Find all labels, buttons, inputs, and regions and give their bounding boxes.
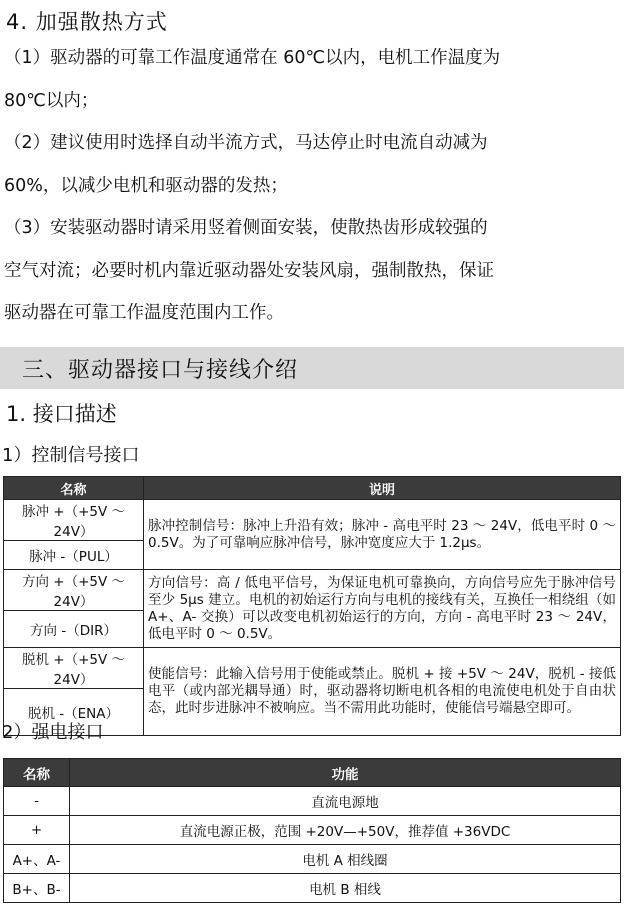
table-row: [4, 787, 621, 816]
paragraph-line: 空气对流；必要时机内靠近驱动器处安装风扇，强制散热，保证: [4, 261, 494, 281]
paragraph-line: 80℃以内；: [4, 91, 99, 111]
terminal-function: 直流电源正极，范围 +20V—+50V，推荐值 +36VDC: [70, 816, 621, 845]
signal-name: 脉冲 +（+5V ～ 24V）: [4, 500, 144, 541]
signal-description: 方向信号：高 / 低电平信号，为保证电机可靠换向，方向信号应先于脉冲信号至少 5μs 建立。电机的初始运行方向与电机的接线有关，互换任一相绕组（如A+、A- 交换）可以改变电机初始运行的方向，方向 - 高电平时 23 ～ 24V，低电平时 0 ～ 0.5V。: [144, 570, 621, 648]
table-row: [4, 500, 621, 541]
signal-description: 脉冲控制信号：脉冲上升沿有效；脉冲 - 高电平时 23 ～ 24V，低电平时 0 ～ 0.5V。为了可靠响应脉冲信号，脉冲宽度应大于 1.2μs。: [144, 500, 621, 570]
paragraph-line: （2）建议使用时选择自动半流方式，马达停止时电流自动减为: [4, 133, 488, 153]
column-header-name: 名称: [4, 759, 70, 787]
terminal-name: B+、B-: [4, 874, 70, 903]
column-header-desc: 说明: [144, 477, 621, 500]
subsection-heading: 1. 接口描述: [6, 402, 117, 426]
paragraph-line: 驱动器在可靠工作温度范围内工作。: [4, 303, 284, 323]
signal-name: 脱机 -（ENA）: [4, 689, 144, 736]
terminal-name: -: [4, 787, 70, 816]
terminal-function: 电机 A 相线圈: [70, 845, 621, 874]
terminal-function: 电机 B 相线: [70, 874, 621, 903]
signal-name: 脱机 +（+5V ～ 24V）: [4, 648, 144, 689]
terminal-function: 直流电源地: [70, 787, 621, 816]
power-heading: 2）强电接口: [2, 722, 104, 743]
signal-name: 方向 +（+5V ～ 24V）: [4, 570, 144, 611]
control-signal-table: [3, 476, 621, 736]
signal-name: 脉冲 -（PUL）: [4, 541, 144, 570]
paragraph-line: （1）驱动器的可靠工作温度通常在 60℃以内，电机工作温度为: [4, 48, 501, 68]
table-row: [4, 570, 621, 611]
column-header-function: 功能: [70, 759, 621, 787]
signal-name: 方向 -（DIR）: [4, 611, 144, 648]
power-table: [3, 758, 621, 903]
table-header-row: [4, 759, 621, 787]
signal-description: 使能信号：此输入信号用于使能或禁止。脱机 + 接 +5V ～ 24V，脱机 - 接低电平（或内部光耦导通）时，驱动器将切断电机各相的电流使电机处于自由状态，此时步进脉冲不被响应。当不需用此功能时，使能信号端悬空即可。: [144, 648, 621, 736]
chapter-banner: [0, 347, 624, 389]
terminal-name: A+、A-: [4, 845, 70, 874]
table-row: [4, 874, 621, 903]
paragraph-line: 60%，以减少电机和驱动器的发热；: [4, 176, 288, 196]
column-header-name: 名称: [4, 477, 144, 500]
chapter-title: 三、驱动器接口与接线介绍: [22, 358, 299, 383]
table-row: [4, 648, 621, 689]
terminal-name: +: [4, 816, 70, 845]
paragraph-line: （3）安装驱动器时请采用竖着侧面安装，使散热齿形成较强的: [4, 218, 488, 238]
table-row: [4, 845, 621, 874]
control-signal-heading: 1）控制信号接口: [2, 445, 140, 466]
section-heading: 4. 加强散热方式: [6, 10, 168, 34]
table-header-row: [4, 477, 621, 500]
table-row: [4, 816, 621, 845]
